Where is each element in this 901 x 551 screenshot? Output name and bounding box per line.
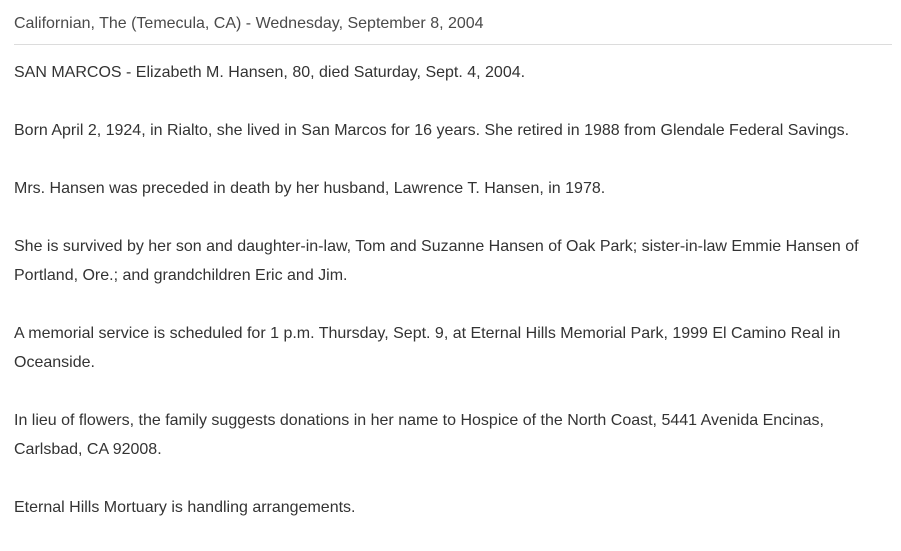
- paragraph-biography: Born April 2, 1924, in Rialto, she lived in San Marcos for 16 years. She retired in 1988 from Glendale Federal Savings.: [14, 122, 850, 139]
- paragraph-arrangements: Eternal Hills Mortuary is handling arrangements.: [14, 499, 356, 516]
- header-divider: [14, 44, 892, 45]
- paragraph-preceded: Mrs. Hansen was preceded in death by her husband, Lawrence T. Hansen, in 1978.: [14, 180, 606, 197]
- obituary-body: [14, 58, 884, 551]
- paragraph-survivors: She is survived by her son and daughter-in-law, Tom and Suzanne Hansen of Oak Park; sister-in-law Emmie Hansen of Portland, Ore.; and grandchildren Eric and Jim.: [14, 238, 859, 284]
- paragraph-memorial-service: A memorial service is scheduled for 1 p.m. Thursday, Sept. 9, at Eternal Hills Memorial Park, 1999 El Camino Real in Oceanside.: [14, 325, 841, 371]
- paragraph-donations: In lieu of flowers, the family suggests donations in her name to Hospice of the North Coast, 5441 Avenida Encinas, Carlsbad, CA 92008.: [14, 412, 824, 458]
- paragraph-death-notice: SAN MARCOS - Elizabeth M. Hansen, 80, died Saturday, Sept. 4, 2004.: [14, 64, 526, 81]
- source-header: Californian, The (Temecula, CA) - Wednesday, September 8, 2004: [14, 15, 484, 32]
